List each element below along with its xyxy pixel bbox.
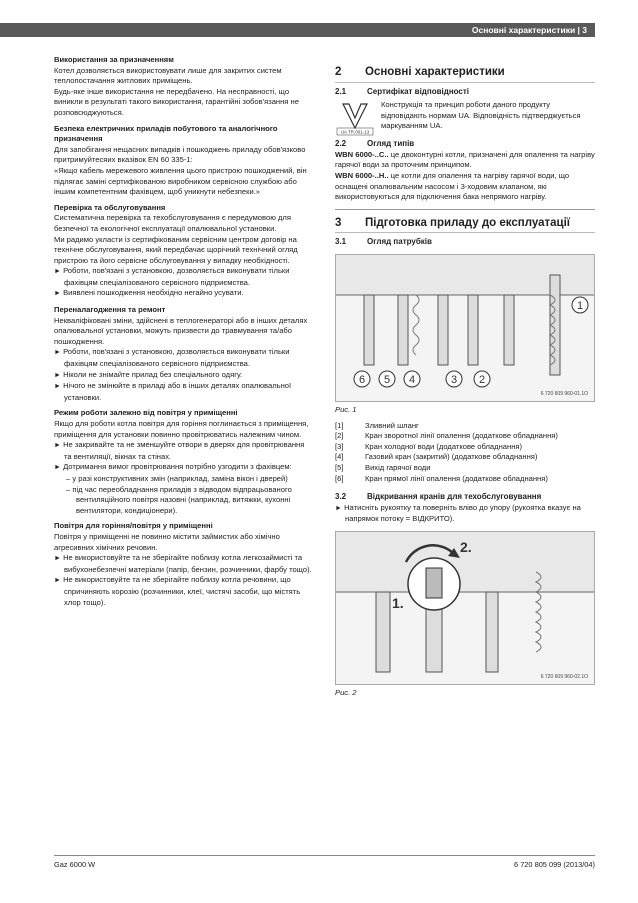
- fig1-label-3: 3: [450, 373, 458, 386]
- footer-product: Gaz 6000 W: [54, 860, 96, 869]
- figure-open-valve: [335, 531, 595, 685]
- bullet-item: ► Роботи, пов'язані з установкою, дозволяється виконувати тільки фахівцям спеціалізованого сервісного підприємства.: [54, 347, 290, 369]
- boiler-connections-drawing: [336, 255, 594, 401]
- fig1-code: 6 720 609 960-01.1O: [540, 390, 588, 397]
- bullet-item: ► Дотримання вимог провітрювання потрібно узгодити з фахівцем:: [54, 462, 292, 472]
- bullet-item: ► Ніколи не знімайте прилад без спеціального одягу.: [54, 369, 243, 379]
- subsection-heading: 3.1 Огляд патрубків: [335, 237, 432, 247]
- legend-item: [2] Кран зворотної лінії опалення (додаткове обладнання): [335, 431, 558, 441]
- bullet-item: ► Виявлені пошкодження необхідно негайно усувати.: [54, 288, 244, 298]
- subsection-heading: 2.2 Огляд типів: [335, 139, 415, 149]
- fig1-label-2: 2: [478, 373, 486, 386]
- chapter-heading: 2 Основні характеристики: [335, 66, 505, 78]
- paragraph: Для запобігання нещасних випадків і пошкоджень приладу обов'язково притримуйтесяих вказівок EN 60 335-1:: [54, 144, 306, 165]
- ua-cert-icon: [335, 100, 375, 136]
- certificate-block: [335, 100, 595, 136]
- right-column: [335, 55, 595, 703]
- bullet-icon: ►: [54, 268, 61, 276]
- chapter-heading: 3 Підготовка приладу до експлуатації: [335, 216, 571, 229]
- section-heading: Перевірка та обслуговування: [54, 202, 166, 212]
- bullet-icon: ►: [54, 577, 61, 585]
- bullet-icon: ►: [54, 464, 61, 472]
- page-header: [0, 23, 595, 37]
- cert-code: UA TR.001-13: [340, 129, 370, 135]
- bullet-icon: ►: [54, 555, 61, 563]
- dash-item: – під час переобладнання приладів з відводом відпрацьованого вентиляційного повітря назовні (наприклад, витяжки, кухонні вентилятори, кондиціонери).: [66, 484, 292, 515]
- paragraph: Повітря у приміщенні не повинно містити займистих або хімічно агресивних хімічних речовин.: [54, 531, 280, 552]
- fig1-label-4: 4: [408, 373, 416, 386]
- paragraph: WBN 6000-..C.. це двоконтурні котли, призначені для опалення та нагріву гарячої води за проточним принципом.: [335, 149, 595, 170]
- bullet-item: ► Натисніть рукоятку та поверніть вліво до упору (рукоятка вказує на напрямок потоку = ВІДКРИТО).: [335, 502, 581, 524]
- figure-caption: Рис. 1: [335, 404, 357, 414]
- fig2-label-step1: 1.: [392, 594, 404, 611]
- fig2-code: 6 720 609 960-02.1O: [540, 673, 588, 680]
- paragraph: Якщо для роботи котла повітря для горіння поглинається з приміщення, приміщення для установки повинно провітрюватись належним чином.: [54, 419, 309, 439]
- bullet-item: ► Нічого не змінюйте в приладі або в інших деталях опалювальної установки.: [54, 381, 292, 402]
- section-heading: Переналагодження та ремонт: [54, 305, 166, 315]
- paragraph: Котел дозволяється використовувати лише для закритих систем теплопостачання житлових приміщень.: [54, 65, 282, 86]
- fig1-label-1: 1: [576, 299, 584, 312]
- paragraph: «Якщо кабель мережевого живлення цього пристрою пошкоджений, він підлягає заміні сертифікованою виробником сервісною службою або іншим компетентним фахівцем, щоб уникнути небезпеки.»: [54, 165, 307, 197]
- subsection-heading: 2.1 Сертифікат відповідності: [335, 86, 470, 96]
- section-heading: Повітря для горіння/повітря у приміщенні: [54, 521, 213, 531]
- cert-text: Конструкція та принцип роботи даного продукту відповідають нормам UA. Відповідність підтверджується маркуванням UA.: [381, 100, 581, 131]
- valve-opening-drawing: [336, 532, 594, 684]
- paragraph: WBN 6000-..H.. це котли для опалення та нагріву гарячої води, що оснащені опалювальним насосом і 3-ходовим клапаном, які використовуються для підключення бака непрямого нагріву.: [335, 170, 570, 202]
- paragraph: Систематична перевірка та техобслуговування є передумовою для безпечної та екологічної експлуатації опалювальної установки.: [54, 213, 291, 233]
- legend-item: [3] Кран холодної води (додаткове обладнання): [335, 441, 523, 451]
- bullet-icon: ►: [54, 383, 61, 391]
- legend-item: [6] Кран прямої лінії опалення (додаткове обладнання): [335, 473, 548, 483]
- bullet-item: ► Не використовуйте та не зберігайте поблизу котла легкозаймисті та вибухонебезпечні матеріали (папір, бензин, розчинники, фарбу тощо).: [54, 553, 312, 574]
- bullet-icon: ►: [54, 349, 61, 357]
- bullet-icon: ►: [335, 504, 342, 512]
- fig2-label-step2: 2.: [460, 538, 472, 555]
- section-heading: Безпека електричних приладів побутового та аналогічного призначення: [54, 123, 278, 144]
- paragraph: Некваліфіковані зміни, здійснені в теплогенераторі або в інших деталях опалювальної установки, можуть призвести до травмування та/або пошкодження.: [54, 315, 308, 346]
- dash-item: – у разі конструктивних змін (наприклад, заміна вікон і дверей): [66, 473, 288, 483]
- bullet-icon: ►: [54, 442, 61, 450]
- bullet-icon: ►: [54, 371, 61, 379]
- figure-connections: [335, 254, 595, 402]
- figure-caption: Рис. 2: [335, 687, 357, 697]
- footer-doc-number: 6 720 805 099 (2013/04): [514, 860, 595, 869]
- legend-item: [1] Зливний шланг: [335, 420, 419, 430]
- section-heading: Використання за призначенням: [54, 55, 174, 64]
- paragraph: Будь-яке інше використання не передбачено. На несправності, що виникли в результаті такого використання, гарантійні зобов'язання не розповсюджуються.: [54, 86, 299, 117]
- paragraph: Ми радимо укласти із сертифікованим сервісним центром договір на технічне обслуговування, який передбачає щорічний технічний огляд пристрою та його сервісне обслуговування у випадку необхідності.: [54, 234, 298, 265]
- bullet-item: ► Не закривайте та не зменшуйте отвори в дверях для провітрювання та вентиляції, вікнах та стінах.: [54, 440, 305, 461]
- page-header-title: Основні характеристики | 3: [471, 25, 587, 35]
- legend-item: [5] Вихід гарячої води: [335, 462, 431, 472]
- section-heading: Режим роботи залежно від повітря у приміщенні: [54, 408, 238, 418]
- left-column: [54, 55, 312, 608]
- figure-legend: [335, 421, 595, 485]
- fig1-label-5: 5: [383, 373, 391, 386]
- subsection-heading: 3.2 Відкривання кранів для техобслуговування: [335, 492, 542, 502]
- bullet-icon: ►: [54, 290, 61, 298]
- fig1-label-6: 6: [358, 373, 366, 386]
- bullet-item: ► Не використовуйте та не зберігайте поблизу котла речовини, що спричиняють корозію (розчинники, клеї, чистячі засоби, що містять хлор тощо).: [54, 575, 301, 607]
- legend-item: [4] Газовий кран (закритий) (додаткове обладнання): [335, 452, 538, 462]
- bullet-item: ► Роботи, пов'язані з установкою, дозволяється виконувати тільки фахівцям спеціалізованого сервісного підприємства.: [54, 266, 290, 287]
- page-footer: [54, 860, 595, 869]
